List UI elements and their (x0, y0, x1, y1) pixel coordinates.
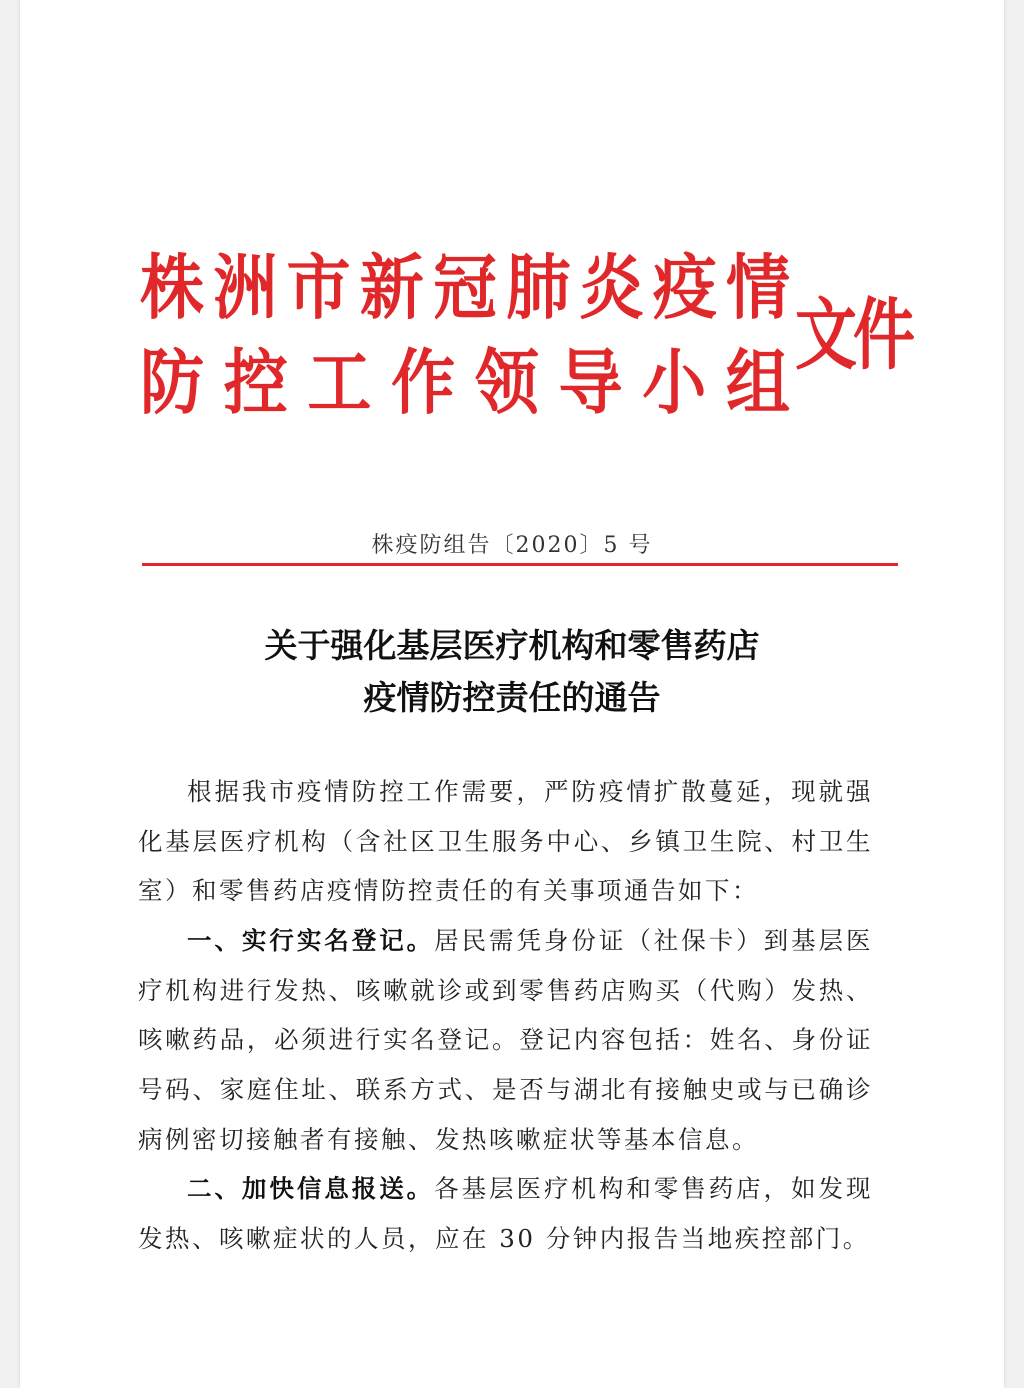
intro-paragraph (138, 767, 873, 916)
notice-title-line-1: 关于强化基层医疗机构和零售药店 (264, 626, 760, 665)
header-char: 炎 (579, 247, 644, 330)
document-page (20, 0, 1004, 1388)
header-char: 冠 (433, 247, 497, 330)
header-char: 作 (391, 342, 456, 425)
header-char: 导 (558, 342, 623, 425)
header-char: 疫 (652, 247, 717, 330)
header-line-2 (140, 340, 790, 428)
header-char: 领 (474, 342, 539, 425)
header-char: 情 (726, 247, 790, 330)
intro-text: 根据我市疫情防控工作需要，严防疫情扩散蔓延，现就强化基层医疗机构（含社区卫生服务中心、乡镇卫生院、村卫生室）和零售药店疫情防控责任的有关事项通告如下： (138, 777, 873, 906)
header-char: 株 (140, 247, 204, 330)
header-char: 防 (140, 342, 204, 425)
header-char: 小 (642, 342, 707, 425)
header-char: 洲 (213, 247, 278, 330)
item-2-paragraph (138, 1164, 873, 1263)
item-1-heading: 一、实行实名登记。 (187, 926, 435, 955)
document-number: 株疫防组告〔2020〕5 号 (371, 533, 653, 558)
header-char: 肺 (506, 247, 571, 330)
header-suffix-document: 文件 (795, 288, 912, 380)
header-char: 新 (359, 247, 424, 330)
item-2-body (138, 1164, 873, 1263)
header-line-1 (140, 245, 790, 333)
item-2-text: 各基层医疗机构和零售药店，如发现发热、咳嗽症状的人员，应在 30 分钟内报告当地疾控部门。 (138, 1174, 873, 1253)
header-char: 市 (286, 247, 351, 330)
notice-title-line-2: 疫情防控责任的通告 (363, 678, 661, 717)
issuing-authority-header (140, 235, 912, 435)
item-1-body (138, 916, 873, 1165)
item-1-text: 居民需凭身份证（社保卡）到基层医疗机构进行发热、咳嗽就诊或到零售药店购买（代购）发热、咳嗽药品，必须进行实名登记。登记内容包括：姓名、身份证号码、家庭住址、联系方式、是否与湖北有接触史或与已确诊病例密切接触者有接触、发热咳嗽症状等基本信息。 (138, 926, 873, 1154)
header-char: 控 (223, 342, 288, 425)
header-char: 工 (307, 342, 372, 425)
item-1-paragraph (138, 916, 873, 1165)
header-char: 组 (725, 342, 790, 425)
item-2-heading: 二、加快信息报送。 (187, 1174, 435, 1203)
red-divider-line (142, 563, 898, 566)
